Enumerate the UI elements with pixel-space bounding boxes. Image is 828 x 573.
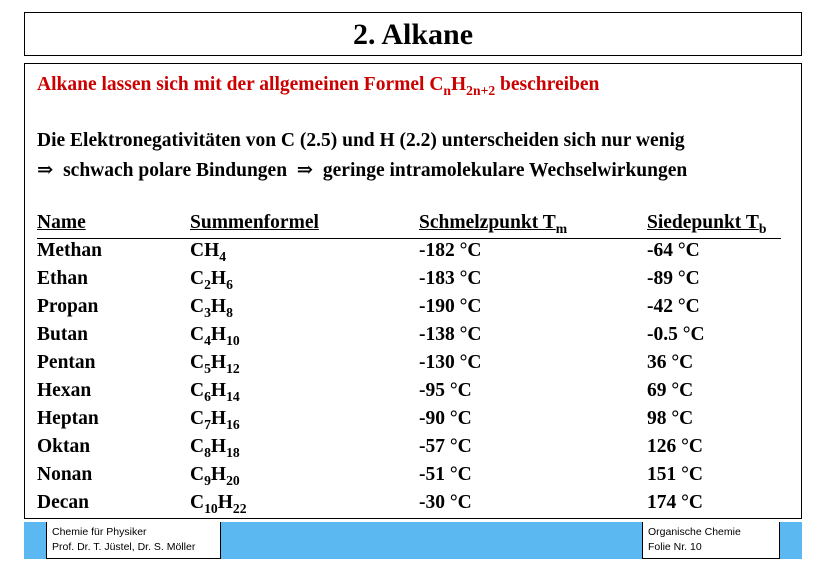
- molecular-formula: $C_7H_{16}$: [190, 408, 240, 432]
- boiling-point: 36 °C: [647, 352, 694, 373]
- title-box: [24, 12, 802, 56]
- molecular-formula: $C_3H_8$: [190, 296, 233, 320]
- alkane-name: Hexan: [37, 380, 92, 401]
- table-row: [37, 296, 781, 324]
- footer: [24, 522, 802, 559]
- boiling-point: -42 °C: [647, 296, 700, 317]
- molecular-formula: $CH_4$: [190, 240, 227, 264]
- alkane-name: Nonan: [37, 464, 93, 485]
- alkane-name: Oktan: [37, 436, 91, 457]
- melting-point: -182 °C: [419, 240, 482, 261]
- table-row: [37, 464, 781, 492]
- alkane-name: Methan: [37, 240, 102, 261]
- boiling-point: -64 °C: [647, 240, 700, 261]
- melting-point: -90 °C: [419, 408, 472, 429]
- implies-arrow-icon: ⇒: [37, 160, 54, 181]
- table-row: [37, 380, 781, 408]
- boiling-point: 69 °C: [647, 380, 694, 401]
- page-title: 2. Alkane: [352, 18, 474, 51]
- molecular-formula: $C_5H_{12}$: [190, 352, 240, 376]
- header-formula: Summenformel: [190, 212, 319, 233]
- formula-sub-n: n: [443, 82, 451, 98]
- content-box: [24, 63, 802, 519]
- melting-point: -190 °C: [419, 296, 482, 317]
- alkane-name: Pentan: [37, 352, 96, 373]
- footer-topic: Organische Chemie: [648, 526, 741, 538]
- general-formula-line: [37, 74, 599, 96]
- footer-course: Chemie für Physiker: [52, 526, 147, 538]
- molecular-formula: $C_8H_{18}$: [190, 436, 240, 460]
- table-row: [37, 324, 781, 352]
- interactions-text: geringe intramolekulare Wechselwirkungen: [322, 160, 688, 181]
- footer-slide-box: [642, 522, 780, 559]
- melting-point: -130 °C: [419, 352, 482, 373]
- molecular-formula: $C_6H_{14}$: [190, 380, 240, 404]
- melting-point: -183 °C: [419, 268, 482, 289]
- table-row: [37, 492, 781, 520]
- formula-suffix: beschreiben: [495, 74, 600, 95]
- footer-authors: Prof. Dr. T. Jüstel, Dr. S. Möller: [52, 541, 196, 553]
- table-row: [37, 408, 781, 436]
- alkane-name: Propan: [37, 296, 99, 317]
- boiling-point: 98 °C: [647, 408, 694, 429]
- alkane-name: Decan: [37, 492, 89, 513]
- formula-sub-2n2: 2n+2: [466, 82, 496, 98]
- consequence-line: [37, 158, 687, 182]
- implies-arrow-icon: ⇒: [296, 160, 314, 181]
- molecular-formula: $C_4H_{10}$: [190, 324, 240, 348]
- table-header: [37, 212, 781, 239]
- polar-bonds-text: schwach polare Bindungen: [63, 160, 288, 181]
- header-melting: Schmelzpunkt $T_m$: [419, 212, 568, 236]
- header-name: Name: [37, 212, 86, 233]
- footer-slide-number: Folie Nr. 10: [648, 541, 702, 553]
- molecular-formula: $C_9H_{20}$: [190, 464, 240, 488]
- table-row: [37, 268, 781, 296]
- table-row: [37, 352, 781, 380]
- table-row: [37, 240, 781, 268]
- boiling-point: 174 °C: [647, 492, 704, 513]
- alkane-name: Ethan: [37, 268, 88, 289]
- boiling-point: 151 °C: [647, 464, 704, 485]
- formula-prefix: Alkane lassen sich mit der allgemeinen Formel C: [37, 74, 444, 95]
- melting-point: -57 °C: [419, 436, 472, 457]
- alkane-name: Heptan: [37, 408, 99, 429]
- melting-point: -30 °C: [419, 492, 472, 513]
- molecular-formula: $C_{10}H_{22}$: [190, 492, 247, 516]
- boiling-point: -89 °C: [647, 268, 700, 289]
- header-boiling: Siedepunkt $T_b$: [647, 212, 767, 236]
- boiling-point: 126 °C: [647, 436, 704, 457]
- melting-point: -51 °C: [419, 464, 472, 485]
- boiling-point: -0.5 °C: [647, 324, 705, 345]
- table-row: [37, 436, 781, 464]
- melting-point: -138 °C: [419, 324, 482, 345]
- formula-h: H: [451, 74, 467, 95]
- footer-course-box: [46, 522, 221, 559]
- alkane-name: Butan: [37, 324, 88, 345]
- melting-point: -95 °C: [419, 380, 472, 401]
- molecular-formula: $C_2H_6$: [190, 268, 233, 292]
- electronegativity-line: Die Elektronegativitäten von C (2.5) und H (2.2) unterscheiden sich nur wenig: [37, 130, 685, 151]
